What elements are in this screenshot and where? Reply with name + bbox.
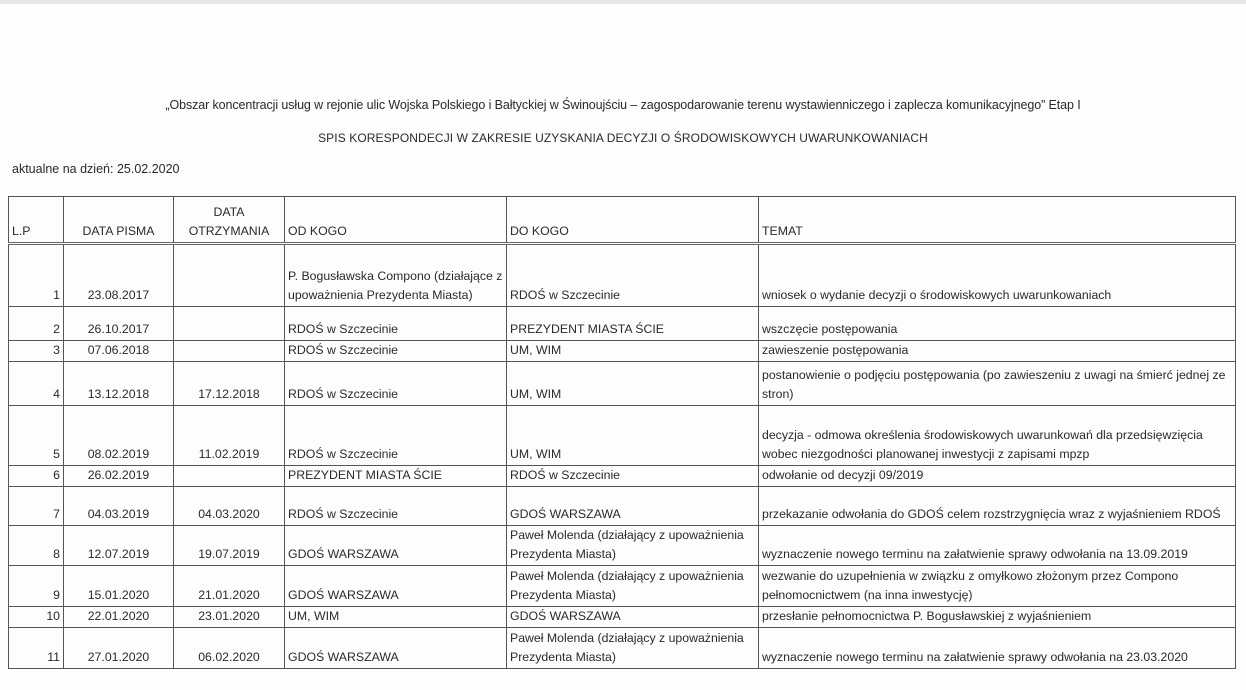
cell-data-otrzymania bbox=[174, 244, 285, 307]
cell-data-pisma: 08.02.2019 bbox=[64, 406, 174, 466]
cell-do-kogo: Paweł Molenda (działający z upoważnienia Prezydenta Miasta) bbox=[507, 526, 759, 566]
cell-temat: wyznaczenie nowego terminu na załatwienie sprawy odwołania na 13.09.2019 bbox=[759, 526, 1236, 566]
table-row bbox=[9, 487, 1236, 526]
correspondence-table bbox=[8, 196, 1236, 669]
cell-temat: wezwanie do uzupełnienia w związku z omyłkowo złożonym przez Compono pełnomocnictwem (na inna inwestycję) bbox=[759, 566, 1236, 607]
cell-lp: 1 bbox=[9, 244, 64, 307]
table-row bbox=[9, 566, 1236, 607]
table-row bbox=[9, 466, 1236, 487]
cell-od-kogo: P. Bogusławska Compono (działające z upoważnienia Prezydenta Miasta) bbox=[285, 244, 507, 307]
cell-data-pisma: 15.01.2020 bbox=[64, 566, 174, 607]
cell-data-pisma: 23.08.2017 bbox=[64, 244, 174, 307]
cell-do-kogo: RDOŚ w Szczecinie bbox=[507, 466, 759, 487]
cell-data-otrzymania: 23.01.2020 bbox=[174, 607, 285, 628]
cell-do-kogo: PREZYDENT MIASTA ŚCIE bbox=[507, 307, 759, 341]
cell-do-kogo: Paweł Molenda (działający z upoważnienia Prezydenta Miasta) bbox=[507, 566, 759, 607]
cell-data-pisma: 07.06.2018 bbox=[64, 341, 174, 362]
cell-od-kogo: RDOŚ w Szczecinie bbox=[285, 406, 507, 466]
document-title: „Obszar koncentracji usług w rejonie ulic Wojska Polskiego i Bałtyckiej w Świnoujściu – zagospodarowanie terenu wystawienniczego i zaplecza komunikacyjnego” Etap I bbox=[165, 98, 1081, 112]
header-data-otrzymania bbox=[174, 197, 285, 244]
cell-lp: 6 bbox=[9, 466, 64, 487]
cell-temat: przesłanie pełnomocnictwa P. Bogusławskiej z wyjaśnieniem bbox=[759, 607, 1236, 628]
cell-temat: wszczęcie postępowania bbox=[759, 307, 1236, 341]
cell-od-kogo: RDOŚ w Szczecinie bbox=[285, 307, 507, 341]
cell-temat: postanowienie o podjęciu postępowania (po zawieszeniu z uwagi na śmierć jednej ze stron) bbox=[759, 362, 1236, 406]
cell-data-pisma: 26.02.2019 bbox=[64, 466, 174, 487]
table-row bbox=[9, 607, 1236, 628]
header-data-pisma: DATA PISMA bbox=[64, 197, 174, 244]
table-row bbox=[9, 362, 1236, 406]
cell-do-kogo: UM, WIM bbox=[507, 341, 759, 362]
cell-lp: 4 bbox=[9, 362, 64, 406]
header-do-kogo: DO KOGO bbox=[507, 197, 759, 244]
cell-temat: wniosek o wydanie decyzji o środowiskowych uwarunkowaniach bbox=[759, 244, 1236, 307]
table-row bbox=[9, 406, 1236, 466]
cell-temat: decyzja - odmowa określenia środowiskowych uwarunkowań dla przedsięwzięcia wobec niezgodności planowanej inwestycji z zapisami mpzp bbox=[759, 406, 1236, 466]
table-row bbox=[9, 341, 1236, 362]
cell-data-pisma: 13.12.2018 bbox=[64, 362, 174, 406]
table-row bbox=[9, 526, 1236, 566]
cell-do-kogo: GDOŚ WARSZAWA bbox=[507, 487, 759, 526]
cell-lp: 10 bbox=[9, 607, 64, 628]
table-body bbox=[9, 244, 1236, 669]
header-od-kogo: OD KOGO bbox=[285, 197, 507, 244]
cell-do-kogo: Paweł Molenda (działający z upoważnienia Prezydenta Miasta) bbox=[507, 628, 759, 669]
top-edge-bar bbox=[0, 0, 1246, 4]
cell-do-kogo: UM, WIM bbox=[507, 362, 759, 406]
cell-temat: zawieszenie postępowania bbox=[759, 341, 1236, 362]
cell-od-kogo: GDOŚ WARSZAWA bbox=[285, 628, 507, 669]
table-row bbox=[9, 244, 1236, 307]
cell-temat: odwołanie od decyzji 09/2019 bbox=[759, 466, 1236, 487]
cell-od-kogo: GDOŚ WARSZAWA bbox=[285, 526, 507, 566]
cell-data-otrzymania: 04.03.2020 bbox=[174, 487, 285, 526]
header-data-otrzymania-line1: DATA bbox=[213, 205, 245, 219]
as-of-date: aktualne na dzień: 25.02.2020 bbox=[12, 162, 180, 176]
cell-lp: 9 bbox=[9, 566, 64, 607]
cell-lp: 11 bbox=[9, 628, 64, 669]
cell-data-pisma: 27.01.2020 bbox=[64, 628, 174, 669]
cell-od-kogo: RDOŚ w Szczecinie bbox=[285, 362, 507, 406]
header-temat: TEMAT bbox=[759, 197, 1236, 244]
cell-data-pisma: 22.01.2020 bbox=[64, 607, 174, 628]
cell-temat: wyznaczenie nowego terminu na załatwienie sprawy odwołania na 23.03.2020 bbox=[759, 628, 1236, 669]
cell-data-otrzymania: 06.02.2020 bbox=[174, 628, 285, 669]
cell-data-otrzymania: 11.02.2019 bbox=[174, 406, 285, 466]
cell-data-pisma: 04.03.2019 bbox=[64, 487, 174, 526]
cell-data-otrzymania: 17.12.2018 bbox=[174, 362, 285, 406]
cell-lp: 5 bbox=[9, 406, 64, 466]
document-subtitle: SPIS KORESPONDECJI W ZAKRESIE UZYSKANIA DECYZJI O ŚRODOWISKOWYCH UWARUNKOWANIACH bbox=[318, 131, 928, 145]
cell-data-otrzymania bbox=[174, 341, 285, 362]
table-row bbox=[9, 307, 1236, 341]
table-header-row bbox=[9, 197, 1236, 244]
cell-data-pisma: 12.07.2019 bbox=[64, 526, 174, 566]
cell-lp: 7 bbox=[9, 487, 64, 526]
header-lp: L.P bbox=[9, 197, 64, 244]
cell-do-kogo: GDOŚ WARSZAWA bbox=[507, 607, 759, 628]
cell-data-otrzymania bbox=[174, 466, 285, 487]
table-row bbox=[9, 628, 1236, 669]
cell-data-pisma: 26.10.2017 bbox=[64, 307, 174, 341]
cell-od-kogo: UM, WIM bbox=[285, 607, 507, 628]
cell-do-kogo: UM, WIM bbox=[507, 406, 759, 466]
cell-data-otrzymania bbox=[174, 307, 285, 341]
cell-temat: przekazanie odwołania do GDOŚ celem rozstrzygnięcia wraz z wyjaśnieniem RDOŚ bbox=[759, 487, 1236, 526]
cell-data-otrzymania: 19.07.2019 bbox=[174, 526, 285, 566]
cell-lp: 2 bbox=[9, 307, 64, 341]
cell-od-kogo: RDOŚ w Szczecinie bbox=[285, 341, 507, 362]
cell-od-kogo: PREZYDENT MIASTA ŚCIE bbox=[285, 466, 507, 487]
cell-lp: 8 bbox=[9, 526, 64, 566]
cell-lp: 3 bbox=[9, 341, 64, 362]
header-data-otrzymania-line2: OTRZYMANIA bbox=[188, 224, 270, 238]
cell-od-kogo: GDOŚ WARSZAWA bbox=[285, 566, 507, 607]
cell-do-kogo: RDOŚ w Szczecinie bbox=[507, 244, 759, 307]
cell-od-kogo: RDOŚ w Szczecinie bbox=[285, 487, 507, 526]
cell-data-otrzymania: 21.01.2020 bbox=[174, 566, 285, 607]
